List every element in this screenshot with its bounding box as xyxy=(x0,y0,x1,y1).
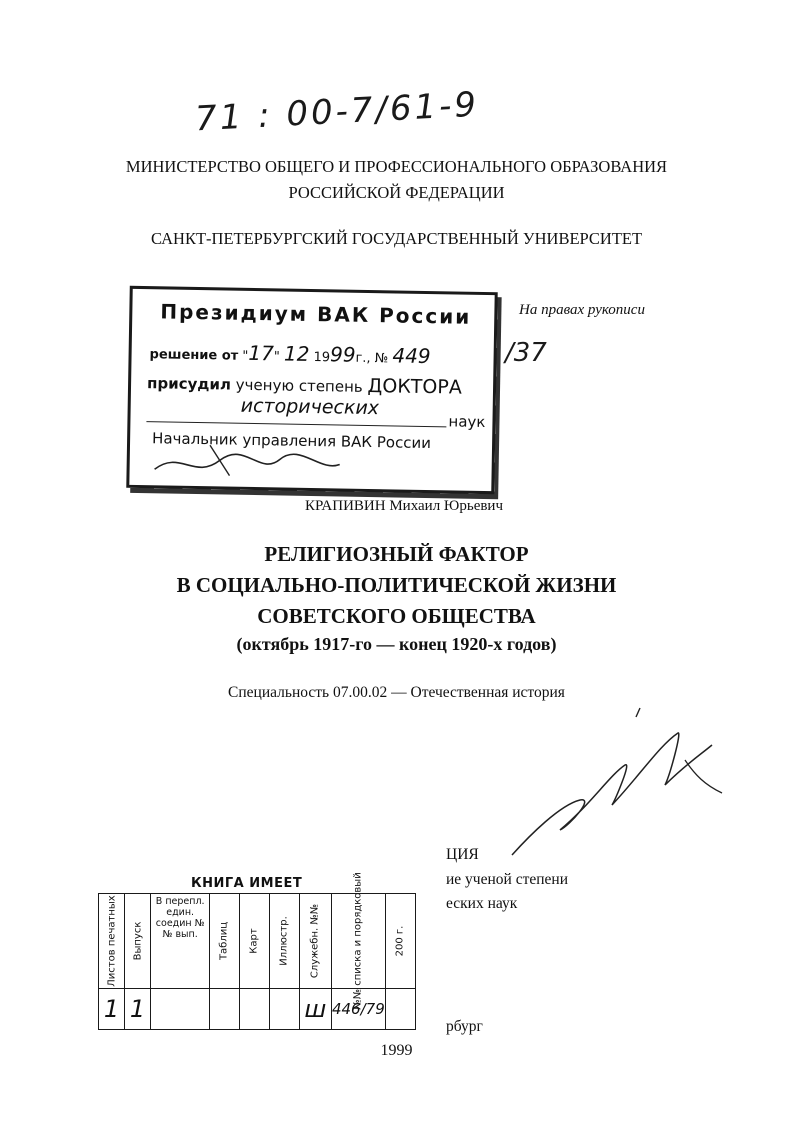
partial-text-4: рбург xyxy=(446,1018,483,1035)
specialty: Специальность 07.00.02 — Отечественная история xyxy=(228,684,565,701)
author-name: КРАПИВИН Михаил Юрьевич xyxy=(305,498,504,514)
stamp-date-month: 12 xyxy=(283,341,310,366)
book-col-label: Выпуск xyxy=(132,921,144,961)
partial-text-3: еских наук xyxy=(446,895,518,912)
book-col-header xyxy=(99,894,125,989)
stamp-decision-line: решение от "17" 12 1999г., № 449 xyxy=(149,340,431,369)
stamp-date-day: 17 xyxy=(248,340,275,366)
stamp-degree: ДОКТОРА xyxy=(367,374,462,399)
book-col-label: Служебн. №№ xyxy=(309,903,321,979)
title-line3: СОВЕТСКОГО ОБЩЕСТВА xyxy=(257,604,536,628)
registration-extra-number: /37 xyxy=(505,338,547,368)
stamp-awarded-text: ученую степень xyxy=(235,375,363,396)
book-col-label: Иллюстр. xyxy=(278,916,290,966)
ministry-line2: РОССИЙСКОЙ ФЕДЕРАЦИИ xyxy=(288,183,505,202)
book-col-header xyxy=(269,894,299,989)
book-stamp-value-row xyxy=(99,989,416,1030)
book-cell xyxy=(210,989,239,1030)
partial-text-1: ЦИЯ xyxy=(446,846,479,863)
book-cell: ш xyxy=(299,989,331,1030)
stamp-title: Президиум ВАК России xyxy=(160,299,472,329)
book-col-header xyxy=(299,894,331,989)
stamp-year-prefix: 19 xyxy=(313,350,331,366)
book-col-label: 200 г. xyxy=(394,925,406,957)
book-col-label: №№ списка и порядковый xyxy=(352,872,364,1010)
stamp-field-handwritten: исторических xyxy=(240,394,380,420)
stamp-head-label: Начальник управления ВАК России xyxy=(151,429,432,453)
book-col-label: Таблиц xyxy=(218,921,230,961)
book-cell xyxy=(151,989,210,1030)
title-line2: В СОЦИАЛЬНО-ПОЛИТИЧЕСКОЙ ЖИЗНИ xyxy=(176,573,617,597)
book-col-header xyxy=(239,894,269,989)
handwritten-signature xyxy=(500,705,730,865)
book-col-label: Карт xyxy=(248,928,260,954)
book-col-label: Листов печатных xyxy=(106,895,118,987)
book-col-header xyxy=(151,894,210,989)
ministry-line1: МИНИСТЕРСТВО ОБЩЕГО И ПРОФЕССИОНАЛЬНОГО ОБРАЗОВАНИЯ xyxy=(125,157,668,176)
book-cell xyxy=(385,989,415,1030)
book-cell: 1 xyxy=(125,989,151,1030)
stamp-decision-label: решение от xyxy=(149,347,239,364)
vak-stamp xyxy=(126,286,497,494)
book-col-label: В перепл. един. соедин №№ вып. xyxy=(155,896,205,940)
partial-text-2: ие ученой степени xyxy=(446,871,568,888)
book-col-header xyxy=(125,894,151,989)
archive-code: 71 : 00-7/61-9 xyxy=(194,84,480,140)
title-line1: РЕЛИГИОЗНЫЙ ФАКТОР xyxy=(264,542,529,566)
stamp-number: 449 xyxy=(392,343,431,369)
stamp-number-label: № xyxy=(374,351,389,367)
stamp-date-year: 99 xyxy=(329,342,356,367)
manuscript-rights: На правах рукописи xyxy=(519,302,645,318)
book-stamp-title: КНИГА ИМЕЕТ xyxy=(191,876,303,891)
book-cell xyxy=(269,989,299,1030)
stamp-signature xyxy=(149,439,350,482)
stamp-sciences: наук xyxy=(448,412,486,432)
stamp-awarded-label: присудил xyxy=(146,374,232,394)
title-subtitle: (октябрь 1917-го — конец 1920-х годов) xyxy=(236,634,557,654)
book-cell: 1 xyxy=(99,989,125,1030)
stamp-awarded-line xyxy=(147,371,462,398)
year: 1999 xyxy=(380,1042,413,1059)
book-col-header xyxy=(385,894,415,989)
book-col-header xyxy=(210,894,239,989)
university-name: САНКТ-ПЕТЕРБУРГСКИЙ ГОСУДАРСТВЕННЫЙ УНИВЕРСИТЕТ xyxy=(150,229,643,248)
book-stamp-header-row xyxy=(99,894,416,989)
book-cell xyxy=(239,989,269,1030)
book-cell: 446/79 xyxy=(331,989,385,1030)
